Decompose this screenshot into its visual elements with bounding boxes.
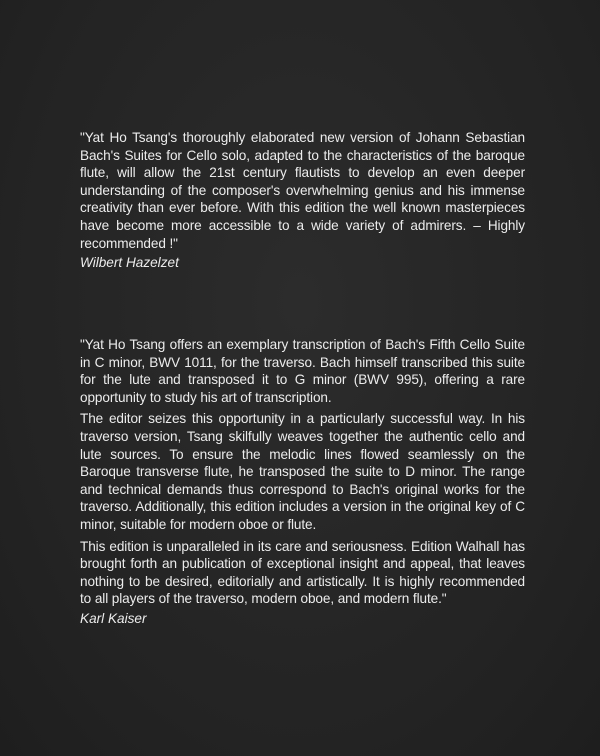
review-kaiser-paragraph-2: The editor seizes this opportunity in a particularly successful way. In his traverso version, Tsang skilfully weaves together the authentic cello and lute sources. To ensure the melodic lines flowed seamlessly on the Baroque transverse flute, he transposed the suite to D minor. The range and technical demands thus correspond to Bach's original works for the traverso. Additionally, this edition includes a version in the original key of C minor, suitable for modern oboe or flute.: [80, 411, 525, 532]
review-hazelzet-quote: "Yat Ho Tsang's thoroughly elaborated new version of Johann Sebastian Bach's Suites for Cello solo, adapted to the characteristics of the baroque flute, will allow the 21st century flautists to develop an even deeper understanding of the composer's overwhelming genius and his immense creativity than ever before. With this edition the well known masterpieces have become more accessible to a wide variety of admirers. – Highly recommended !": [80, 130, 525, 251]
review-hazelzet-author: Wilbert Hazelzet: [80, 255, 179, 271]
review-kaiser-paragraph-1: "Yat Ho Tsang offers an exemplary transcription of Bach's Fifth Cello Suite in C minor, BWV 1011, for the traverso. Bach himself transcribed this suite for the lute and transposed it to G minor (BWV 995), offering a rare opportunity to study his art of transcription.: [80, 337, 525, 405]
review-kaiser: [80, 336, 525, 628]
review-kaiser-author: Karl Kaiser: [80, 610, 147, 626]
review-kaiser-paragraph-3: This edition is unparalleled in its care and seriousness. Edition Walhall has brought forth an publication of exceptional insight and appeal, that leaves nothing to be desired, editorially and artistically. It is highly recommended to all players of the traverso, modern oboe, and modern flute.": [80, 538, 525, 607]
review-hazelzet: [80, 129, 525, 272]
